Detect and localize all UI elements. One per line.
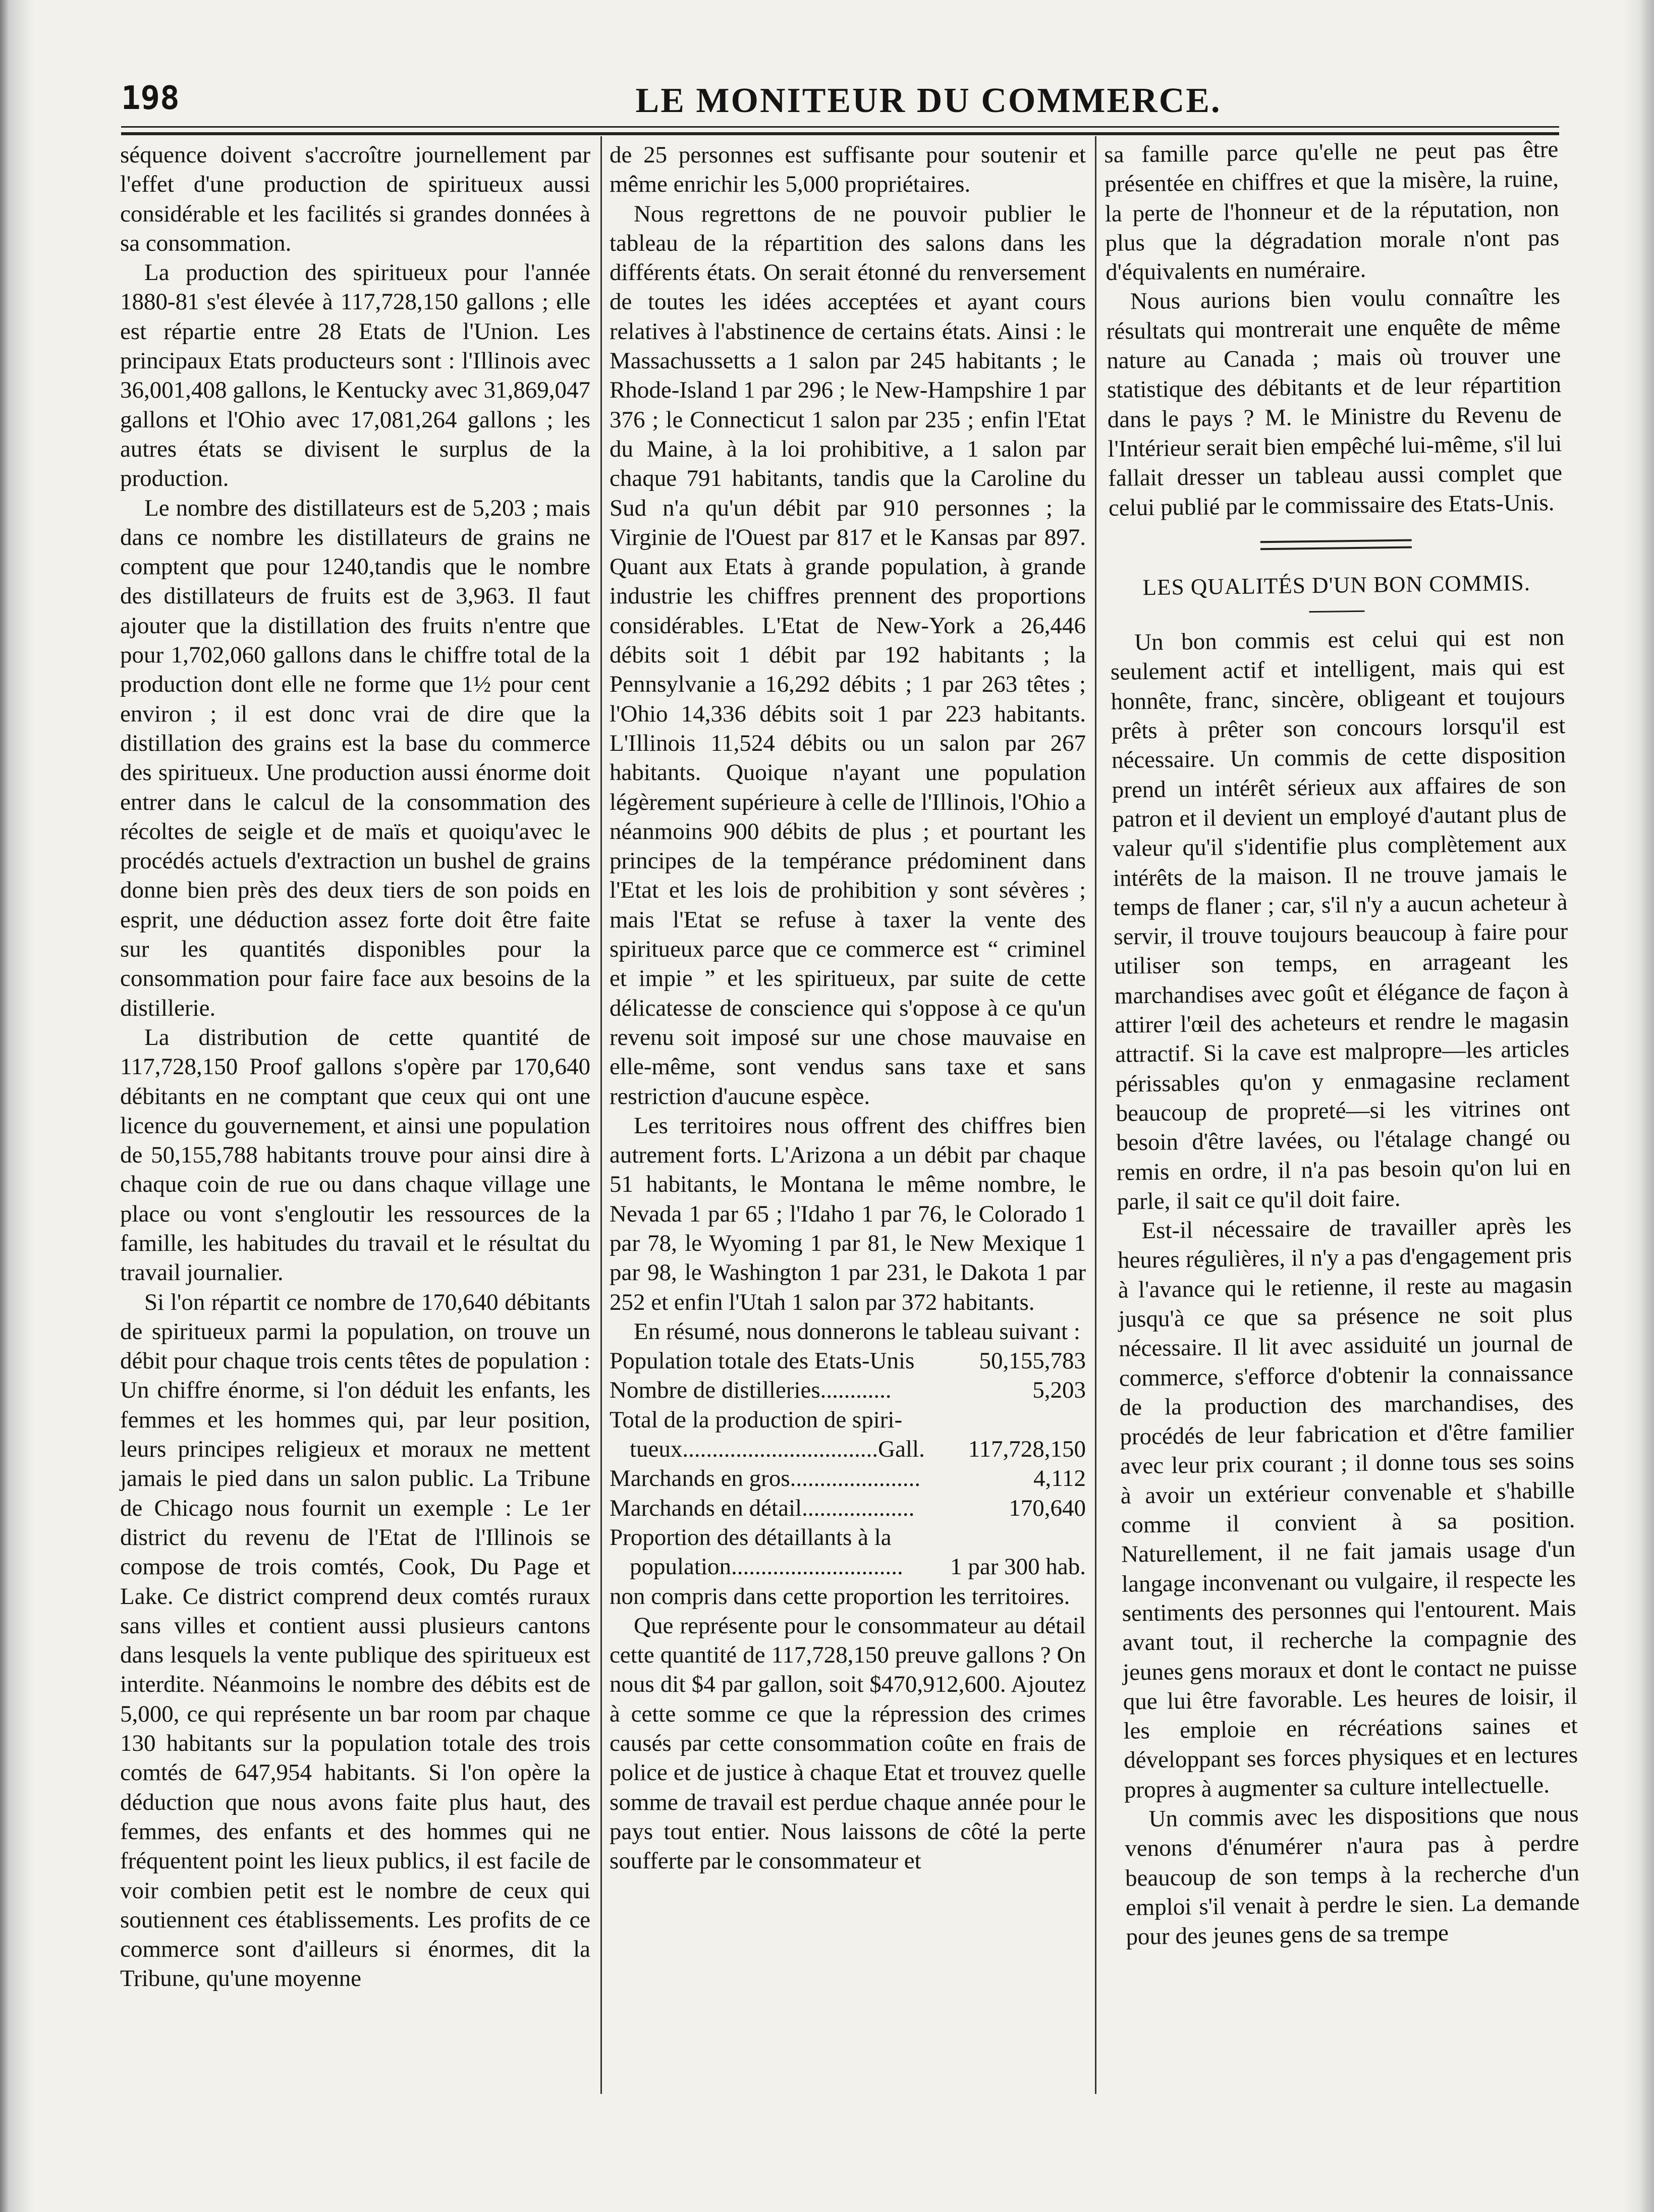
column-2 (610, 140, 1086, 1876)
paragraph: Est-il nécessaire de travailler après les heures régulières, il n'y a pas d'engagement pris à l'avance qui le retienne, il reste au magasin jusqu'à ce que sa présence ne soit plus nécessaire. Il lit avec assiduité un journal de commerce, s'efforce d'obtenir la connaissance de la production des marchandises, des procédés de leur fabrication et d'être familier avec leur prix courant ; il donne tous ses soins à avoir un extérieur convenable et s'habille comme il convient à sa position. Naturellement, il ne fait jamais usage d'un langage inconvenant ou vulgaire, il respecte les sentiments des personnes qui l'entourent. Mais avant tout, il recherche la compagnie des jeunes gens moraux et dont le contact ne puisse que lui être favorable. Les heures de loisir, il les emploie en récréations saines et développant ses forces physiques et en lectures propres à augmenter sa culture intellectuelle. (1117, 1212, 1578, 1803)
table-row (610, 1523, 1086, 1552)
section-divider (1260, 539, 1412, 550)
masthead-title: LE MONITEUR DU COMMERCE. (635, 81, 1222, 120)
paragraph: Si l'on répartit ce nombre de 170,640 débitants de spiritueux parmi la population, on trouve un débit pour chaque trois cents têtes de population : Un chiffre énorme, si l'on déduit les enfants, les femmes et les hommes qui, par leur position, leurs principes religieux et moraux ne mettent jamais le pied dans un salon public. La Tribune de Chicago nous fournit un exemple : Le 1er district du revenu de l'Etat de l'Illinois se compose de trois comtés, Cook, Du Page et Lake. Ce district comprend deux comtés ruraux sans villes et contient aussi plusieurs cantons dans lesquels la vente publique des spiritueux est interdite. Néanmoins le nombre des débits est de 5,000, ce qui représente un bar room par chaque 130 habitants sur la population totale des trois comtés de 647,954 habitants. Si l'on opère la déduction que nous avons faite plus haut, des femmes, des enfants et des hommes qui ne fréquentent point les lieux publics, il est facile de voir combien petit est le nombre de ceux qui soutiennent ces établissements. Les profits de ce commerce sont d'ailleurs si énormes, dit la Tribune, qu'une moyenne (120, 1289, 590, 1992)
table-value (943, 1405, 1086, 1434)
paragraph: Que représente pour le consommateur au détail cette quantité de 117,728,150 preuve gallons ? On nous dit $4 par gallon, soit $470,912,600. Ajoutez à cette somme ce que la répression des crimes causés par cette consommation coûte en frais de police et de justice à chaque Etat et trouvez quelle somme de travail est perdue chaque année pour le pays tout entier. Nous laissons de côté la perte soufferte par le consommateur et (610, 1612, 1086, 1874)
table-row (610, 1405, 1086, 1434)
column-separator (600, 136, 602, 2094)
table-value: 50,155,783 (979, 1348, 1086, 1374)
table-value (943, 1523, 1086, 1552)
table-label: Marchands en gros...................... (610, 1465, 921, 1492)
paragraph: La distribution de cette quantité de 117,728,150 Proof gallons s'opère par 170,640 débitants en ne comptant que ceux qui ont une licence du gouvernement, et ainsi une population de 50,155,788 habitants trouve pour ainsi dire à chaque coin de rue ou dans chaque village une place ou vont s'engloutir les ressources de la famille, les habitudes du travail et le résultat du travail journalier. (120, 1024, 590, 1286)
paragraph: La production des spiritueux pour l'année 1880-81 s'est élevée à 117,728,150 gallons ; elle est répartie entre 28 Etats de l'Union. Les principaux Etats producteurs sont : l'Illinois avec 36,001,408 gallons, le Kentucky avec 31,869,047 gallons et l'Ohio avec 17,081,264 gallons ; les autres états se divisent le surplus de la production. (120, 259, 590, 492)
paragraph: Le nombre des distillateurs est de 5,203 ; mais dans ce nombre les distillateurs de grains ne comptent que pour 1240,tandis que le nombre des distillateurs de fruits est de 3,963. Il faut ajouter que la distillation des fruits n'entre que pour 1,702,060 gallons dans le chiffre total de la production dont elle ne forme que 1½ pour cent environ ; il est donc vrai de dire que la distillation des grains est la base du commerce des spiritueux. Une production aussi énorme doit entrer dans le calcul de la consommation des récoltes de seigle et de maïs et quoiqu'avec le procédés actuels d'extraction un bushel de grains donne bien près des deux tiers de son poids en esprit, une déduction assez forte doit être faite sur les quantités disponibles pour la consommation pour faire face aux besoins de la distillerie. (120, 494, 590, 1021)
paragraph: séquence doivent s'accroître journellement par l'effet d'une production de spiritueux aussi considérable et les facilités si grandes données à sa consommation. (120, 142, 590, 256)
paragraph: non compris dans cette proportion les territoires. (610, 1583, 1070, 1610)
column-1 (120, 140, 590, 1994)
table-row (610, 1375, 1086, 1405)
table-row (610, 1552, 1086, 1581)
table-label: Population totale des Etats-Unis (610, 1348, 915, 1374)
paragraph: Nous regrettons de ne pouvoir publier le tableau de la répartition des salons dans les différents états. On serait étonné du renversement de toutes les idées acceptées et ayant cours relatives à l'abstinence de certains états. Ainsi : le Massachussetts a 1 salon par 245 habitants ; le Rhode-Island 1 par 296 ; le New-Hampshire 1 par 376 ; le Connecticut 1 salon par 235 ; enfin l'Etat du Maine, à la loi prohibitive, a 1 salon par chaque 791 habitants, tandis que la Caroline du Sud n'a qu'un débit par 910 personnes ; la Virginie de l'Ouest par 817 et le Kansas par 897. Quant aux Etats à grande population, à grande industrie les chiffres prennent des proportions considérables. L'Etat de New-York a 26,446 débits soit 1 débit par 192 habitants ; la Pennsylvanie a 16,292 débits ; 1 par 263 têtes ; l'Ohio 14,336 débits soit 1 par 223 habitants. L'Illinois 11,524 débits ou un salon par 267 habitants. Quoique n'ayant une population légèrement supérieure à celle de l'Illinois, l'Ohio a néanmoins 900 débits de plus ; et pourtant les principes de la tempérance prédominent dans l'Etat et les lois de prohibition y sont sévères ; mais l'Etat se refuse à taxer la vente des spiritueux parce que ce commerce est “ criminel et impie ” et les spiritueux, par suite de cette délicatesse de conscience qui s'oppose à ce qu'un revenu soit imposé sur une chose mauvaise en elle-même, sont vendus sans taxe et sans restriction d'aucune espèce. (610, 200, 1086, 1110)
table-label: Proportion des détaillants à la (610, 1524, 892, 1551)
paragraph: Un commis avec les dispositions que nous venons d'énumérer n'aura pas à perdre beaucoup de son temps à la recherche d'un emploi s'il venait à perdre le sien. La demande pour des jeunes gens de sa trempe (1125, 1800, 1580, 1950)
scan-edge-left (0, 0, 35, 2212)
table-label: Total de la production de spiri- (610, 1406, 903, 1433)
table-row (610, 1464, 1086, 1493)
table-value: 5,203 (1032, 1377, 1086, 1404)
title-rule (1309, 611, 1364, 613)
header-rule-thick (121, 132, 1559, 135)
column-3 (1104, 135, 1580, 1952)
table-label: Marchands en détail................... (610, 1495, 915, 1521)
scan-edge-right (1624, 0, 1654, 2212)
page-number: 198 (121, 80, 180, 117)
page-header (121, 76, 1559, 126)
article-title: LES QUALITÉS D'UN BON COMMIS. (1142, 570, 1531, 600)
table-label: population............................. (630, 1554, 903, 1580)
table-row (610, 1494, 1086, 1523)
table-value: 170,640 (1009, 1495, 1086, 1521)
table-value: 117,728,150 (968, 1436, 1086, 1463)
table-value: 4,112 (1033, 1465, 1086, 1492)
header-rule (121, 126, 1559, 128)
table-row (610, 1346, 1086, 1375)
paragraph: En résumé, nous donnerons le tableau suivant : (634, 1318, 1080, 1345)
table-row (610, 1434, 1086, 1464)
paragraph: Les territoires nous offrent des chiffres bien autrement forts. L'Arizona a un débit par chaque 51 habitants, le Montana le même nombre, le Nevada 1 par 65 ; l'Idaho 1 par 76, le Colorado 1 par 78, le Wyoming 1 par 81, le New Mexique 1 par 98, le Washington 1 par 231, le Dakota 1 par 252 et enfin l'Utah 1 salon par 372 habitants. (610, 1112, 1086, 1315)
paragraph: Nous aurions bien voulu connaître les résultats qui montrerait une enquête de même nature au Canada ; mais où trouver une statistique des débitants et de leur répartition dans le pays ? M. le Ministre du Revenu de l'Intérieur serait bien empêché lui-même, s'il lui fallait dresser un tableau aussi complet que celui publié par le commissaire des Etats-Unis. (1106, 283, 1563, 521)
paragraph: de 25 personnes est suffisante pour soutenir et même enrichir les 5,000 propriétaires. (610, 142, 1086, 198)
paragraph: Un bon commis est celui qui est non seulement actif et intelligent, mais qui est honnête, franc, sincère, obligeant et toujours prêts à prêter son concours lorsqu'il est nécessaire. Un commis de cette disposition prend un intérêt sérieux aux affaires de son patron et il devient un employé d'autant plus de valeur qu'il s'identifie plus complètement aux intérêts de la maison. Il ne trouve jamais le temps de flaner ; car, s'il n'y a aucun acheteur à servir, il trouve toujours beaucoup à faire pour utiliser son temps, en arrageant les marchandises avec goût et élégance de façon à attirer l'œil des acheteurs et rendre le magasin attractif. Si la cave est malpropre—les articles périssables qu'on y enmagasine reclament beaucoup de propreté—si les vitrines ont besoin d'être lavées, ou l'étalage changé ou remis en ordre, il n'a pas besoin qu'on lui en parle, il sait ce qu'il doit faire. (1110, 624, 1571, 1215)
table-label: tueux.................................Gall. (630, 1436, 925, 1463)
column-separator (1095, 136, 1096, 2094)
table-label: Nombre de distilleries............ (610, 1377, 892, 1404)
paragraph: sa famille parce qu'elle ne peut pas être présentée en chiffres et que la misère, la ruine, la perte de l'honneur et de la réputation, non plus que la dégradation morale n'ont pas d'équivalents en numéraire. (1104, 136, 1560, 286)
summary-table (610, 1346, 1086, 1581)
table-value: 1 par 300 hab. (950, 1554, 1086, 1580)
